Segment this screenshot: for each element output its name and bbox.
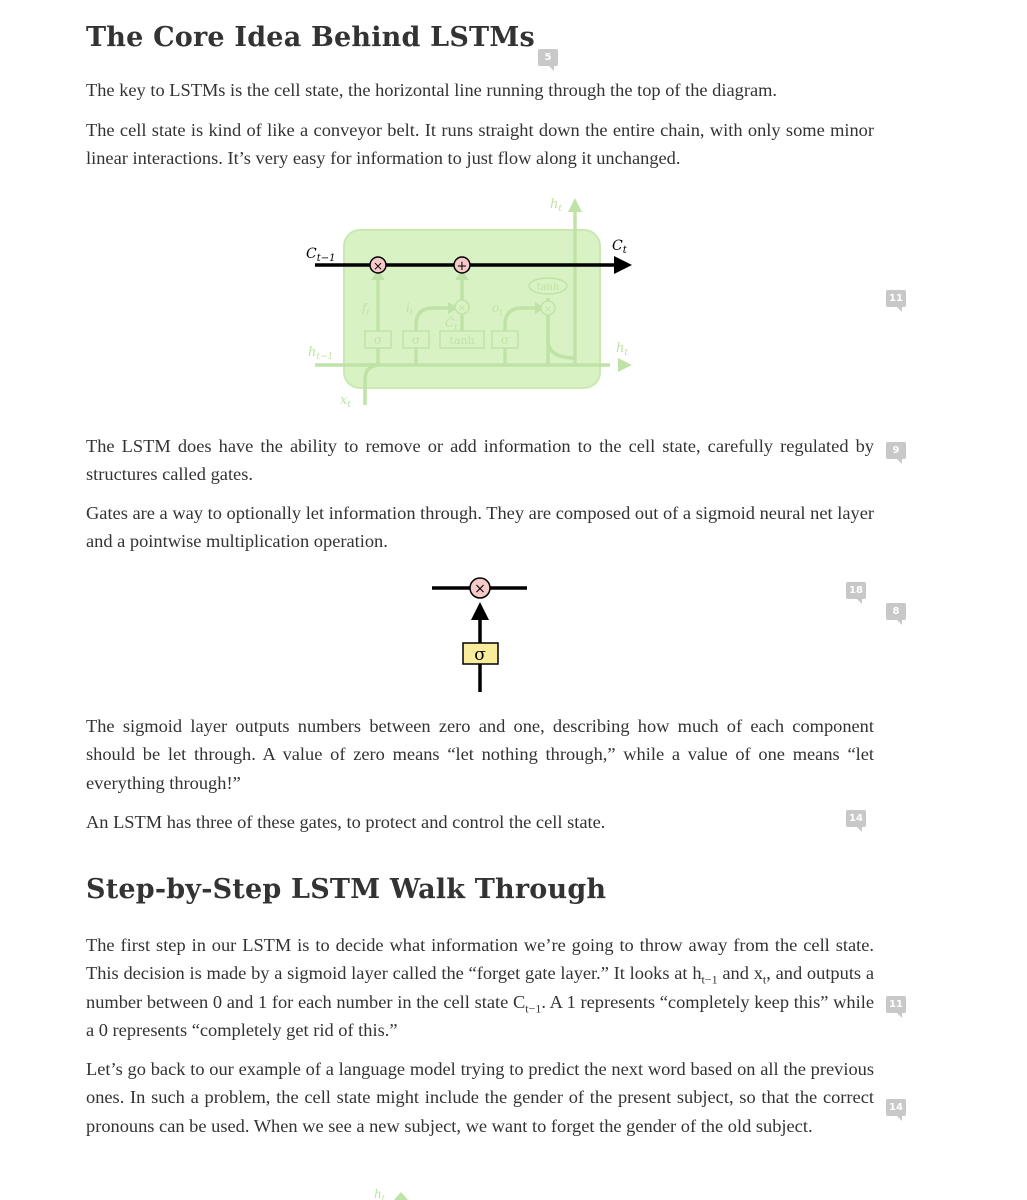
svg-text:tanh: tanh: [449, 334, 475, 347]
paragraph-language-model-example: Let’s go back to our example of a language model trying to predict the next word based on all the previous ones. In such a problem, the cell state might include the gender of the present subject, so that the correct pronouns can be used. When we see a new subject, we want to forget the gender of the old subject.: [86, 1059, 874, 1136]
label-f: $f_t$: [362, 301, 370, 317]
svg-text:×: ×: [457, 303, 467, 314]
var-x: $x_t$: [753, 963, 767, 987]
svg-text:σ: σ: [411, 333, 421, 347]
cell-state-arrowhead: [614, 256, 632, 274]
label-h-next: $h_t$: [374, 1187, 385, 1200]
comment-bubble-icon[interactable]: 14: [886, 1099, 906, 1121]
sigmoid-gate-diagram: [425, 572, 535, 697]
comment-bubble-icon[interactable]: 14: [846, 810, 866, 832]
svg-text:+: +: [456, 259, 468, 274]
comment-bubble-icon[interactable]: 18: [846, 582, 866, 604]
comment-bubble-icon[interactable]: 5: [538, 49, 558, 71]
svg-text:σ: σ: [474, 645, 486, 665]
label-x: $x_t$: [340, 393, 351, 410]
label-o: $o_t$: [492, 301, 503, 317]
label-h-out: $h_t$: [616, 341, 628, 358]
comment-bubble-icon[interactable]: 11: [886, 996, 906, 1018]
label-c-prev: $C_{t-1}$: [306, 246, 336, 264]
lstm-cell-state-diagram: [290, 190, 650, 415]
section-heading-core-idea: The Core Idea Behind LSTMs: [86, 22, 535, 53]
next-diagram-partial: [360, 1186, 420, 1200]
svg-text:σ: σ: [373, 333, 383, 347]
label-h-prev: $h_{t-1}$: [308, 345, 334, 362]
svg-text:×: ×: [474, 581, 486, 597]
comment-bubble-icon[interactable]: 8: [886, 603, 906, 625]
label-i: $i_t$: [406, 301, 414, 317]
label-c-out: $C_t$: [612, 238, 627, 256]
paragraph-sigmoid-outputs: The sigmoid layer outputs numbers between zero and one, describing how much of each component should be let through. A value of zero means “let nothing through,” while a value of one means “let everything through!”: [86, 716, 874, 793]
var-h-prev: $h_{t-1}$: [692, 963, 718, 987]
svg-text:tanh: tanh: [536, 282, 560, 293]
paragraph-gates-intro: The LSTM does have the ability to remove or add information to the cell state, carefully regulated by structures called gates.: [86, 436, 874, 485]
h-top-arrowhead: [568, 198, 582, 212]
paragraph-conveyor-belt: The cell state is kind of like a conveyor belt. It runs straight down the entire chain, with only some minor linear interactions. It’s very easy for information to just flow along it unchanged.: [86, 120, 874, 169]
paragraph-three-gates: An LSTM has three of these gates, to protect and control the cell state.: [86, 812, 606, 832]
section-heading-walkthrough: Step-by-Step LSTM Walk Through: [86, 874, 607, 905]
gate-arrowhead: [471, 602, 489, 620]
paragraph-gates-composition: Gates are a way to optionally let information through. They are composed out of a sigmoid neural net layer and a pointwise multiplication operation.: [86, 503, 874, 552]
svg-text:×: ×: [372, 259, 384, 273]
paragraph-cell-state-intro: The key to LSTMs is the cell state, the horizontal line running through the top of the diagram.: [86, 80, 778, 100]
label-c-tilde: $C̃_t$: [445, 316, 458, 332]
comment-bubble-icon[interactable]: 9: [886, 442, 906, 464]
svg-text:σ: σ: [500, 333, 510, 347]
h-out-arrowhead: [618, 358, 632, 372]
var-c-prev: $C_{t-1}$: [513, 991, 542, 1016]
comment-bubble-icon[interactable]: 11: [886, 290, 906, 312]
paragraph-forget-gate: The first step in our LSTM is to decide what information we’re going to throw away from the cell state. This decision is made by a sigmoid layer called the “forget gate layer.” It looks at $h_{t-1}$ and $x_t$, and outputs a number between 0 and 1 for each number in the cell state $C_{t-1}$. A 1 represents “completely keep this” while a 0 represents “completely get rid of this.”: [86, 935, 874, 1040]
svg-text:×: ×: [543, 304, 553, 315]
label-h-top: $h_t$: [550, 197, 562, 214]
